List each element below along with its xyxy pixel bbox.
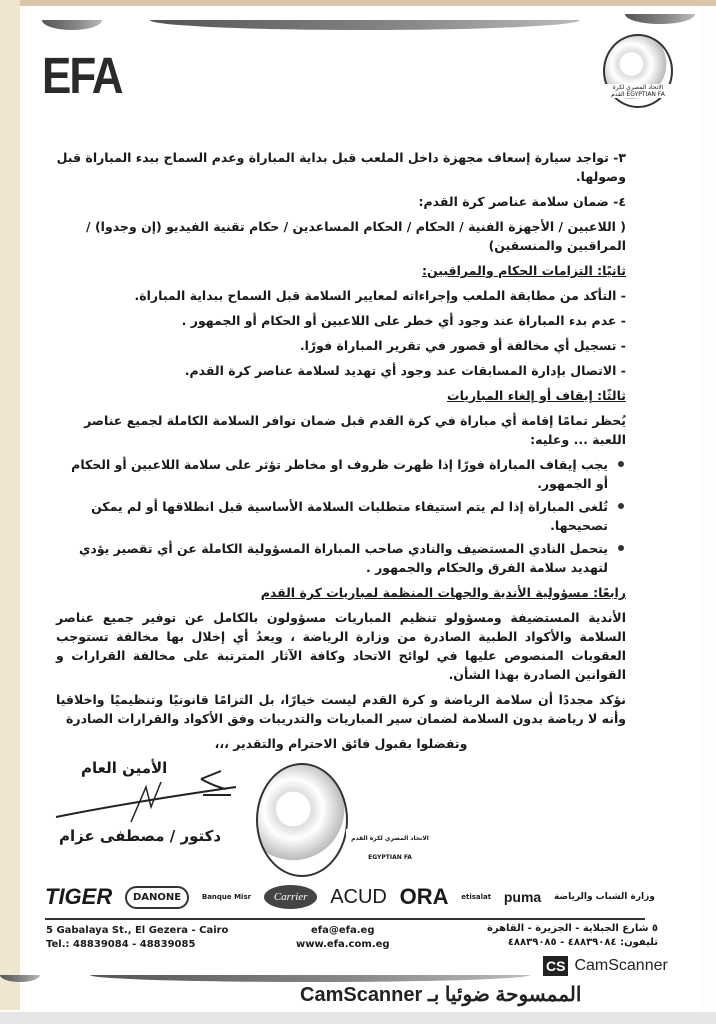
sponsor-logo: ACUD: [330, 885, 387, 908]
section-2-item: - التأكد من مطابقة الملعب وإجراءاته لمعايير السلامة قبل السماح ببداية المباراة.: [134, 288, 626, 303]
item-3: ٣- تواجد سيارة إسعاف مجهزة داخل الملعب قبل بداية المباراة وعدم السماح ببدء المباراة قبل وصولها.: [56, 150, 626, 184]
bullet-text: يجب إيقاف المباراة فورًا إذا ظهرت ظروف او مخاطر تؤثر على سلامة اللاعبين أو الحكام أو الجمهور.: [71, 457, 608, 491]
camscanner-icon: CS: [543, 956, 568, 976]
sponsor-logo: Banque Misr: [201, 893, 252, 901]
sponsor-logo: puma: [503, 889, 542, 905]
bullet-text: يتحمل النادي المستضيف والنادي صاحب المباراة المسؤولية الكاملة عن أي تقصير يؤدي لتهديد سلامة الفرق والحكام والجمهور .: [78, 541, 608, 575]
sponsor-logo: Carrier: [264, 885, 318, 909]
phone-ar: تليفون: ٤٨٨٣٩٠٨٤ - ٤٨٨٣٩٠٨٥: [507, 937, 658, 948]
item-4: ٤- ضمان سلامة عناصر كرة القدم:: [418, 194, 626, 209]
section-3-bullets: [56, 455, 626, 577]
camscanner-text: CamScanner: [574, 957, 668, 974]
efa-logo: EFA: [42, 48, 122, 105]
camscanner-badge: [543, 956, 668, 976]
regards: وتفضلوا بقبول فائق الاحترام والتقدير ،،،: [214, 736, 468, 751]
bullet-text: تُلغى المباراة إذا لم يتم استيفاء متطلبات السلامة الأساسية قبل انطلاقها أو لم يمكن تصحيحها.: [91, 499, 608, 533]
sponsor-logo: TIGER: [45, 884, 113, 909]
sponsor-logo: DANONE: [125, 886, 189, 909]
section-4-text: الأندية المستضيفة ومسؤولو تنظيم المباريات مسؤولون بالكامل عن توفير جميع عناصر السلامة والأكواد الطبية الصادرة من وزارة الرياضة ، ويعدُ أي إخلال بها مخالفة تستوجب العقوبات المنصوص عليها في لوائح الاتحاد وكافة الآثار المترتبة على مخالفة القرارات و القوانين الصادرة بهذا الشأن.: [56, 610, 626, 682]
official-stamp: [256, 763, 429, 877]
seal-text: الاتحاد المصري لكرة القدم EGYPTIAN FA: [605, 84, 671, 98]
section-4-heading: رابعًا: مسؤولية الأندية والجهات المنظمة لمباريات كرة القدم: [260, 585, 626, 600]
bullet-icon: [618, 545, 624, 551]
section-3-bullet: [56, 497, 608, 535]
item-4-list: ( اللاعبين / الأجهزة الفنية / الحكام / الحكام المساعدين / حكام تقنية الفيديو (إن وجدوا) / المراقبين والمنسقين): [86, 219, 626, 253]
camscanner-caption: الممسوحة ضوئيا بـ CamScanner: [300, 984, 582, 1006]
sponsor-logos: [45, 880, 655, 914]
footer-contact: [296, 924, 390, 952]
sponsor-logo: ORA: [399, 884, 449, 909]
efa-seal-logo: [603, 34, 673, 108]
background-edge: [0, 0, 20, 1010]
sponsor-logo: etisalat: [461, 893, 492, 901]
bullet-icon: [618, 461, 624, 467]
address-en: 5 Gabalaya St., El Gezera - Cairo: [46, 925, 229, 936]
footer-address-en: [46, 924, 228, 952]
footer-address-ar: [487, 922, 658, 950]
section-3-intro: يُحظر تمامًا إقامة أي مباراة في كرة القدم قبل ضمان توافر السلامة الكاملة لجميع عناصر اللعبة ... وعليه:: [84, 413, 626, 447]
section-2-item: - تسجيل أي مخالفة أو قصور في تقرير المباراة فورًا.: [299, 338, 626, 353]
sponsor-logo: وزارة الشباب والرياضة: [553, 892, 655, 902]
section-2-item: - الاتصال بإدارة المسابقات عند وجود أي تهديد لسلامة عناصر كرة القدم.: [184, 363, 626, 378]
closing-paragraph: نؤكد مجددًا أن سلامة الرياضة و كرة القدم ليست خيارًا، بل التزامًا قانونيًا وتنظيميًا واخلاقيا وأنه لا رياضة بدون السلامة لضمان سير المباريات والتدريبات وفق الأكواد والقرارات الصادرة: [56, 692, 626, 726]
phone-en: Tel.: 48839084 - 48839085: [46, 939, 196, 950]
signatory-title: الأمين العام: [81, 759, 168, 777]
section-3-heading: ثالثًا: إيقاف أو إلغاء المباريات: [447, 388, 626, 403]
letter-body: [56, 148, 626, 884]
signatory-name: دكتور / مصطفى عزام: [59, 827, 222, 845]
stamp-text: الاتحاد المصري لكرة القدم EGYPTIAN FA: [346, 829, 434, 867]
bullet-icon: [618, 503, 624, 509]
website: www.efa.com.eg: [296, 939, 390, 950]
section-2-heading: ثانيًا: التزامات الحكام والمراقبين:: [421, 263, 626, 278]
section-2-item: - عدم بدء المباراة عند وجود أي خطر على اللاعبين أو الحكام أو الجمهور .: [181, 313, 626, 328]
footer-divider: [45, 918, 645, 920]
address-ar: ٥ شارع الجبلاية - الجزيرة - القاهرة: [486, 923, 658, 934]
bottom-bar: [0, 1012, 716, 1024]
section-3-bullet: [56, 539, 608, 577]
section-3-bullet: [56, 455, 608, 493]
signature-block: [56, 759, 626, 884]
email: efa@efa.eg: [311, 925, 375, 936]
